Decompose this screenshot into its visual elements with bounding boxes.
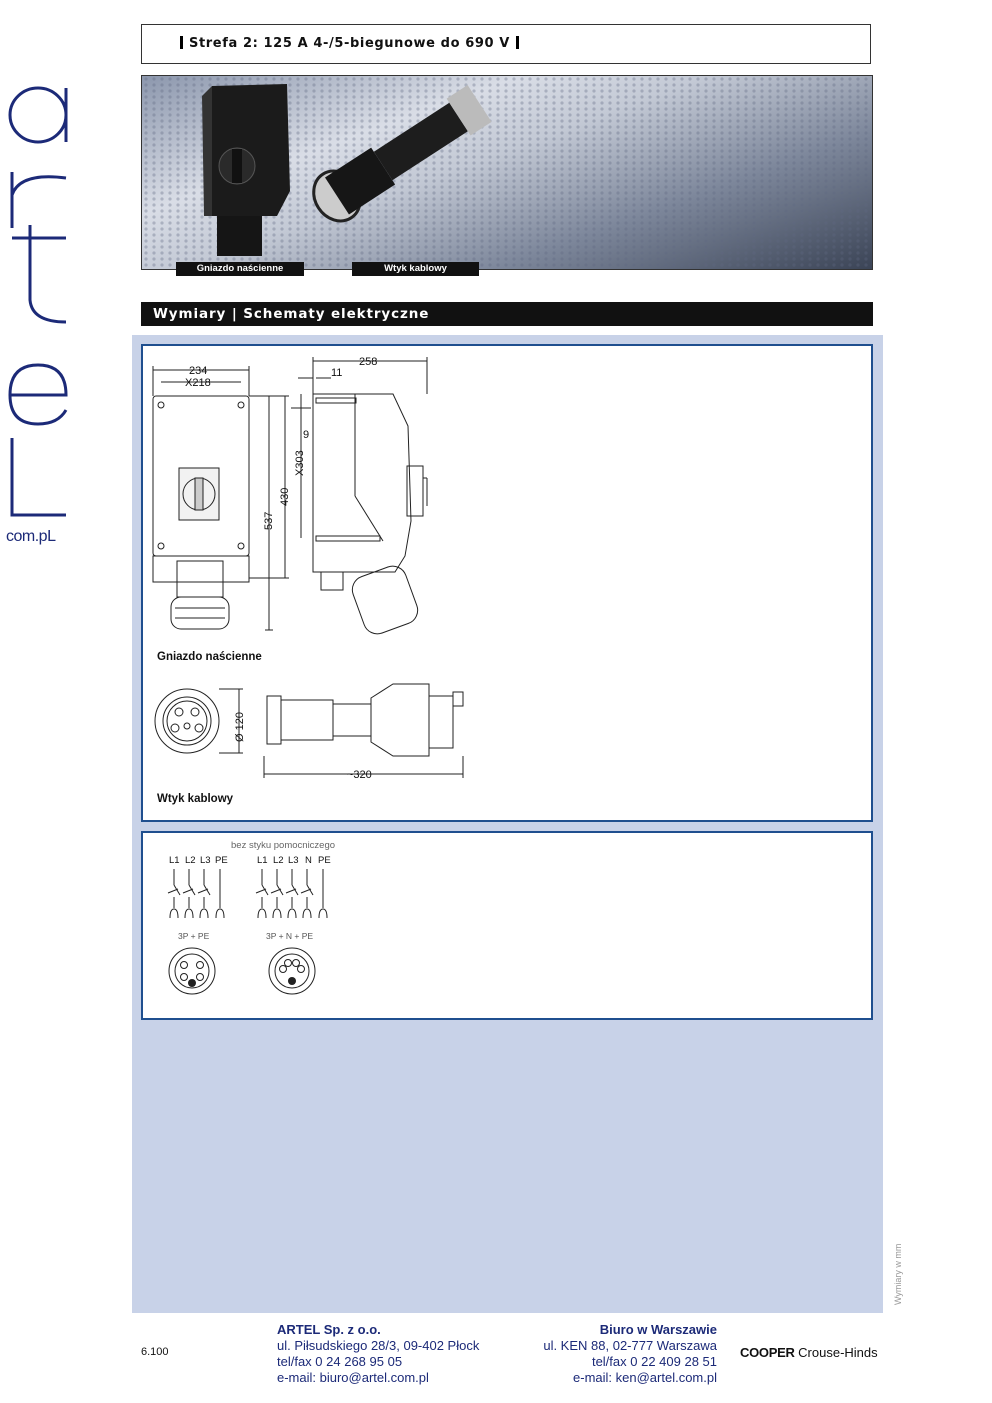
caption-cable-plug: Wtyk kablowy — [352, 262, 479, 276]
term-right-5: PE — [318, 855, 331, 866]
title-bar-right — [516, 36, 519, 49]
logo-cooper: COOPER — [740, 1345, 795, 1360]
dim-height-430: 430 — [279, 487, 291, 506]
header-box — [141, 24, 871, 64]
dim-height-537: 537 — [263, 511, 275, 530]
dim-socket-x-width: X218 — [185, 377, 211, 389]
product-photo-banner — [141, 75, 873, 270]
dim-plug-diameter: Ø 120 — [234, 712, 246, 742]
footer-office-name: Biuro w Warszawie — [599, 1322, 717, 1337]
section-heading: Wymiary | Schematy elektryczne — [141, 302, 873, 326]
brand-domain: com.pL — [6, 528, 56, 545]
footer-office-address: ul. KEN 88, 02-777 Warszawa — [543, 1338, 717, 1353]
dim-side-x-height: X303 — [294, 450, 306, 476]
term-right-2: L2 — [273, 855, 284, 866]
footer-office-block — [520, 1322, 717, 1386]
schematics-panel — [141, 831, 873, 1020]
page-title — [174, 36, 525, 51]
units-note: Wymiary w mm — [893, 1243, 903, 1305]
page-title-text: Strefa 2: 125 A 4-/5-biegunowe do 690 V — [189, 36, 510, 51]
label-wall-socket: Gniazdo naścienne — [157, 651, 262, 663]
dim-side-offset: 11 — [331, 367, 343, 379]
dimension-drawings — [143, 346, 871, 820]
dim-side-small: 9 — [303, 429, 310, 441]
term-right-1: L1 — [257, 855, 268, 866]
artel-logo — [0, 60, 80, 560]
dim-plug-length: ~320 — [347, 769, 372, 781]
logo-crouse-hinds: Crouse-Hinds — [794, 1345, 878, 1360]
cooper-crouse-hinds-logo — [740, 1345, 878, 1360]
title-bar-left — [180, 36, 183, 49]
schematic-note: bez styku pomocniczego — [231, 840, 336, 851]
footer-company-address: ul. Piłsudskiego 28/3, 09-402 Płock — [277, 1338, 480, 1353]
term-left-1: L1 — [169, 855, 180, 866]
term-left-4: PE — [215, 855, 228, 866]
page-number: 6.100 — [141, 1346, 169, 1358]
footer-company-phone: tel/fax 0 24 268 95 05 — [277, 1354, 403, 1369]
dim-side-depth: 258 — [359, 356, 378, 368]
caption-wall-socket: Gniazdo naścienne — [176, 262, 304, 276]
config-left: 3P + PE — [178, 931, 210, 941]
footer-company-block — [277, 1322, 479, 1386]
label-cable-plug: Wtyk kablowy — [157, 793, 234, 805]
term-right-3: L3 — [288, 855, 299, 866]
term-left-2: L2 — [185, 855, 196, 866]
footer-company-email[interactable]: e-mail: biuro@artel.com.pl — [277, 1370, 429, 1385]
dimensions-panel — [141, 344, 873, 822]
term-right-4: N — [305, 855, 312, 866]
wiring-schematics — [143, 833, 871, 1018]
term-left-3: L3 — [200, 855, 211, 866]
product-photo — [142, 76, 872, 269]
dim-socket-width: 234 — [189, 365, 208, 377]
footer-company-name: ARTEL Sp. z o.o. — [277, 1322, 381, 1337]
config-right: 3P + N + PE — [266, 931, 314, 941]
footer-office-phone: tel/fax 0 22 409 28 51 — [591, 1354, 717, 1369]
footer-office-email[interactable]: e-mail: ken@artel.com.pl — [573, 1370, 717, 1385]
